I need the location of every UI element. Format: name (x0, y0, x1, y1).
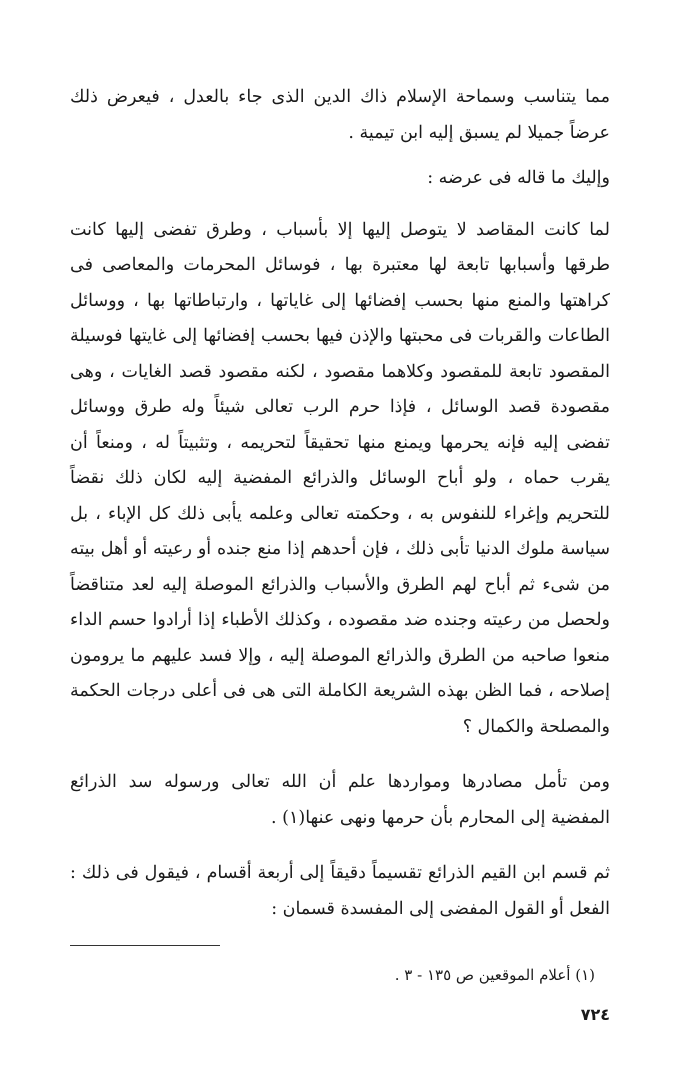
page-number: ٧٢٤ (580, 1005, 610, 1024)
paragraph-2: وإليك ما قاله فى عرضه : (427, 168, 610, 188)
footnote: (١) أعلام الموقعين ص ١٣٥ - ٣ . (394, 966, 595, 984)
page-body (70, 80, 610, 927)
footnote-separator (70, 945, 220, 946)
paragraph-1: مما يتناسب وسماحة الإسلام ذاك الدين الذى جاء بالعدل ، فيعرض ذلك عرضاً جميلا لم يسبق إليه ابن تيمية . (70, 87, 610, 143)
paragraph-5: ثم قسم ابن القيم الذرائع تقسيماً دقيقاً إلى أربعة أقسام ، فيقول فى ذلك : الفعل أو القول المفضى إلى المفسدة قسمان : (70, 863, 610, 919)
paragraph-4: ومن تأمل مصادرها ومواردها علم أن الله تعالى ورسوله سد الذرائع المفضية إلى المحارم بأن حرمها ونهى عنها(١) . (70, 772, 610, 828)
paragraph-3-quote: لما كانت المقاصد لا يتوصل إليها إلا بأسباب ، وطرق تفضى إليها كانت طرقها وأسبابها تابعة لها معتبرة بها ، فوسائل المحرمات والمعاصى فى كراهتها والمنع منها بحسب إفضائها إلى غاياتها ، وارتباطاتها بها ، ووسائل الطاعات والقربات فى محبتها والإذن فيها بحسب إفضائها إلى غايتها فوسيلة المقصود تابعة للمقصود وكلاهما مقصود ، لكنه مقصود قصد الغايات ، وهى مقصودة قصد الوسائل ، فإذا حرم الرب تعالى شيئاً وله طرق ووسائل تفضى إليه فإنه يحرمها ويمنع منها تحقيقاً لتحريمه ، وتثبيتاً له ، ومنعاً أن يقرب حماه ، ولو أباح الوسائل والذرائع المفضية إليه لكان ذلك نقضاً للتحريم وإغراء للنفوس به ، وحكمته تعالى وعلمه يأبى ذلك كل الإباء ، بل سياسة ملوك الدنيا تأبى ذلك ، فإن أحدهم إذا منع جنده أو رعيته أو أهل بيته من شىء ثم أباح لهم الطرق والأسباب والذرائع الموصلة إليه لعد متناقضاً ولحصل من رعيته وجنده ضد مقصوده ، وكذلك الأطباء إذا أرادوا حسم الداء منعوا صاحبه من الطرق والذرائع الموصلة إليه ، وإلا فسد عليهم ما يرومون إصلاحه ، فما الظن بهذه الشريعة الكاملة التى هى فى أعلى درجات الحكمة والمصلحة والكمال ؟ (70, 219, 610, 737)
